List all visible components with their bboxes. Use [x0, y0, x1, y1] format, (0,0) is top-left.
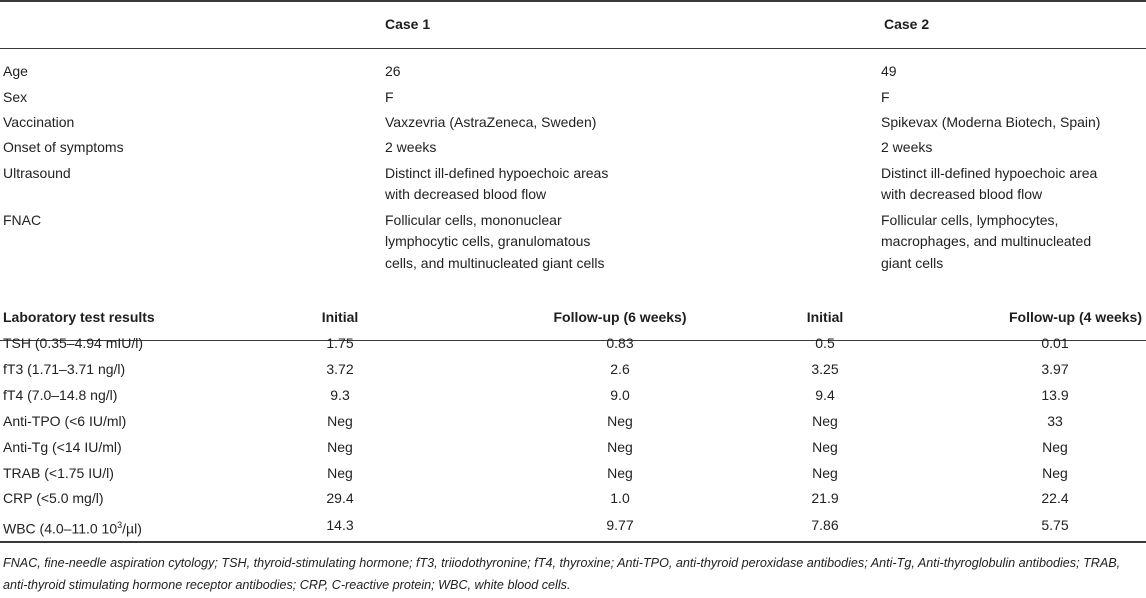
case2-initial: 9.4: [815, 387, 835, 403]
row-label: FNAC: [3, 212, 42, 228]
lab-header-case2-initial: Initial: [806, 309, 844, 325]
case2-value: F: [881, 89, 890, 105]
lab-header-label: Laboratory test results: [3, 309, 155, 325]
case2-followup: 0.01: [1041, 335, 1069, 351]
case1-followup: 1.0: [610, 490, 630, 506]
case2-followup: Neg: [1042, 465, 1068, 481]
case1-initial: 3.72: [326, 361, 354, 377]
case2-followup: Neg: [1042, 439, 1068, 455]
table-footnote: FNAC, fine-needle aspiration cytology; TSH, thyroid-stimulating hormone; fT3, triiodothyronine; fT4, thyroxine; Anti-TPO, anti-thyroid peroxidase antibodies; Anti-Tg, Anti-thyroglobulin antibodies; TRAB, anti-thyroid stimulating hormone receptor antibodies; CRP, C-reactive protein; WBC, white blood cells.: [3, 556, 1121, 592]
lab-label: [3, 515, 142, 540]
case2-initial: Neg: [812, 439, 838, 455]
case2-followup: 5.75: [1041, 517, 1069, 533]
case1-value: 26: [385, 63, 401, 79]
case1-value-line1: Distinct ill-defined hypoechoic areas: [385, 165, 609, 181]
lab-label: CRP (<5.0 mg/l): [3, 490, 104, 506]
case1-followup: 9.0: [610, 387, 630, 403]
lab-label: Anti-TPO (<6 IU/ml): [3, 413, 127, 429]
case1-initial: Neg: [327, 413, 353, 429]
row-label: Vaccination: [3, 114, 75, 130]
case2-value: 2 weeks: [881, 139, 933, 155]
case2-value-line2: macrophages, and multinucleated: [881, 233, 1092, 249]
case2-value: Spikevax (Moderna Biotech, Spain): [881, 114, 1101, 130]
case1-followup: 0.83: [606, 335, 634, 351]
case1-value-line2: with decreased blood flow: [385, 186, 547, 202]
lab-label: fT4 (7.0–14.8 ng/l): [3, 387, 118, 403]
case2-value-line1: Distinct ill-defined hypoechoic area: [881, 165, 1098, 181]
case2-initial: 3.25: [811, 361, 839, 377]
case1-value: F: [385, 89, 394, 105]
case2-initial: 21.9: [811, 490, 839, 506]
column-header-case1: Case 1: [385, 16, 431, 32]
header-rule: [0, 48, 1146, 49]
case2-initial: Neg: [812, 465, 838, 481]
case1-followup: Neg: [607, 439, 633, 455]
lab-label-unit: /µl): [122, 520, 142, 537]
case2-initial: 7.86: [811, 517, 839, 533]
lab-header-case1-followup: Follow-up (6 weeks): [553, 309, 687, 325]
case2-followup: 33: [1047, 413, 1063, 429]
case2-value-line2: with decreased blood flow: [881, 186, 1043, 202]
case1-value: 2 weeks: [385, 139, 437, 155]
lab-label-superscript: 3: [117, 520, 123, 530]
case1-initial: 29.4: [326, 490, 354, 506]
row-label: Sex: [3, 89, 28, 105]
case1-followup: 2.6: [610, 361, 630, 377]
case1-value-line1: Follicular cells, mononuclear: [385, 212, 562, 228]
case1-followup: 9.77: [606, 517, 634, 533]
case2-followup: 13.9: [1041, 387, 1069, 403]
case2-initial: 0.5: [815, 335, 835, 351]
case2-value: 49: [881, 63, 897, 79]
row-label: Age: [3, 63, 28, 79]
lab-label: TRAB (<1.75 IU/l): [3, 465, 114, 481]
case1-initial: Neg: [327, 439, 353, 455]
top-rule: [0, 0, 1146, 2]
case1-followup: Neg: [607, 465, 633, 481]
case2-value-line3: giant cells: [881, 255, 944, 271]
row-label: Onset of symptoms: [3, 139, 124, 155]
lab-header-case1-initial: Initial: [321, 309, 359, 325]
case1-value-line3: cells, and multinucleated giant cells: [385, 255, 605, 271]
case2-followup: 22.4: [1041, 490, 1069, 506]
bottom-rule: [0, 541, 1146, 543]
case1-initial: 9.3: [330, 387, 350, 403]
lab-label: TSH (0.35–4.94 mIU/l): [3, 335, 144, 351]
case1-initial: Neg: [327, 465, 353, 481]
case1-initial: 14.3: [326, 517, 354, 533]
case2-value-line1: Follicular cells, lymphocytes,: [881, 212, 1059, 228]
case1-value: Vaxzevria (AstraZeneca, Sweden): [385, 114, 597, 130]
case1-followup: Neg: [607, 413, 633, 429]
case1-initial: 1.75: [326, 335, 354, 351]
case1-value-line2: lymphocytic cells, granulomatous: [385, 233, 591, 249]
lab-label: Anti-Tg (<14 IU/ml): [3, 439, 122, 455]
row-label: Ultrasound: [3, 165, 71, 181]
case2-initial: Neg: [812, 413, 838, 429]
lab-label-text: WBC (4.0–11.0 10: [3, 520, 118, 537]
lab-label: fT3 (1.71–3.71 ng/l): [3, 361, 126, 377]
case2-followup: 3.97: [1041, 361, 1069, 377]
lab-header-case2-followup: Follow-up (4 weeks): [1008, 309, 1142, 325]
column-header-case2: Case 2: [884, 16, 930, 32]
